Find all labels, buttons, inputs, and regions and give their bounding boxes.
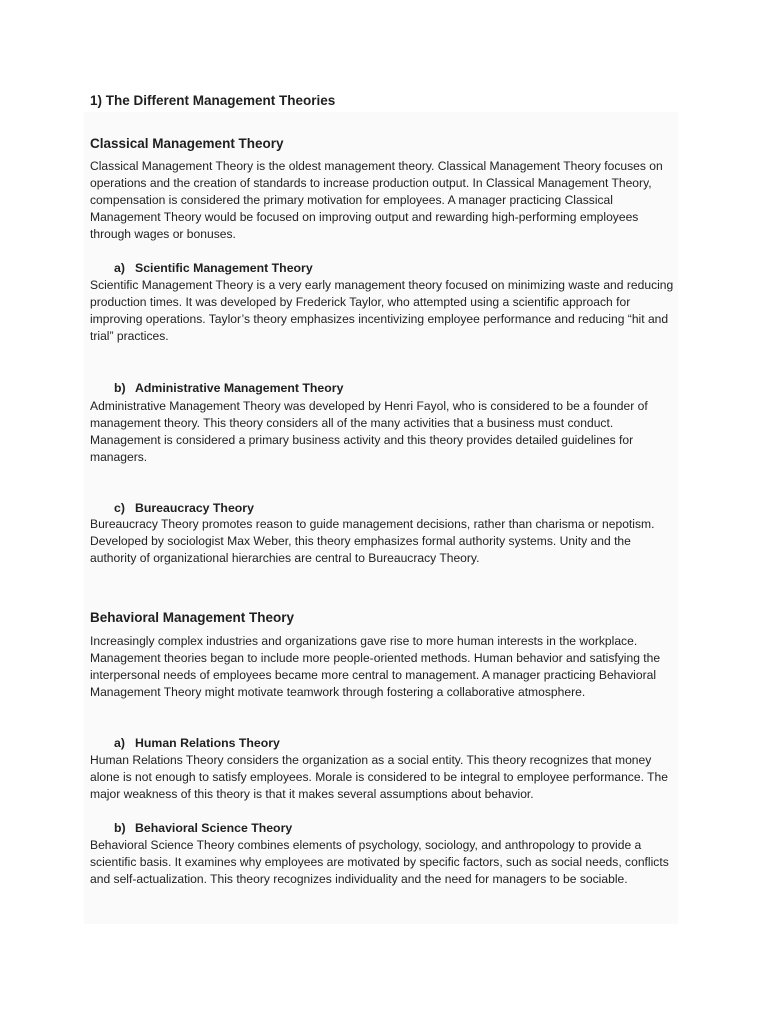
subsection-heading-scientific	[114, 260, 313, 277]
subsection-marker: a)	[114, 261, 125, 275]
subsection-text-human-relations: Human Relations Theory considers the organization as a social entity. This theory recognizes that money alone is not enough to satisfy employees. Morale is considered to be integral to employee performance. The major weakness of this theory is that it makes several assumptions about behavior.	[90, 753, 668, 801]
subsection-marker: a)	[114, 736, 125, 750]
subsection-heading-administrative	[114, 380, 343, 397]
subsection-title: Behavioral Science Theory	[135, 821, 293, 835]
subsection-heading-bureaucracy	[114, 500, 254, 517]
subsection-text-scientific: Scientific Management Theory is a very early management theory focused on minimizing waste and reducing production times. It was developed by Frederick Taylor, who attempted using a scientific approach for improving operations. Taylor’s theory emphasizes incentivizing employee performance and reducing “hit and trial” practices.	[90, 278, 674, 343]
section-heading-behavioral: Behavioral Management Theory	[90, 610, 295, 625]
subsection-text-behavioral-science: Behavioral Science Theory combines elements of psychology, sociology, and anthropology to provide a scientific basis. It examines why employees are motivated by specific factors, such as social needs, conflicts and self-actualization. This theory recognizes individuality and the need for managers to be sociable.	[90, 838, 669, 886]
subsection-heading-human-relations	[114, 735, 280, 752]
subsection-title: Bureaucracy Theory	[135, 501, 254, 515]
section-heading-classical: Classical Management Theory	[90, 136, 284, 151]
subsection-text-administrative: Administrative Management Theory was developed by Henri Fayol, who is considered to be a founder of management theory. This theory considers all of the many activities that a business must conduct. Management is considered a primary business activity and this theory provides detailed guidelines for managers.	[90, 399, 648, 464]
subsection-title: Human Relations Theory	[135, 736, 280, 750]
subsection-marker: b)	[114, 381, 126, 395]
section-intro-behavioral: Increasingly complex industries and organizations gave rise to more human interests in the workplace. Management theories began to include more people-oriented methods. Human behavior and satisfying the interpersonal needs of employees became more central to management. A manager practicing Behavioral Management Theory might motivate teamwork through fostering a collaborative atmosphere.	[90, 634, 661, 699]
subsection-heading-behavioral-science	[114, 820, 292, 837]
subsection-marker: c)	[114, 501, 125, 515]
document-title: 1) The Different Management Theories	[90, 93, 336, 108]
subsection-title: Scientific Management Theory	[135, 261, 313, 275]
section-intro-classical: Classical Management Theory is the oldest management theory. Classical Management Theory focuses on operations and the creation of standards to increase production output. In Classical Management Theory, compensation is considered the primary motivation for employees. A manager practicing Classical Management Theory would be focused on improving output and rewarding high-performing employees through wages or bonuses.	[90, 159, 663, 241]
subsection-title: Administrative Management Theory	[135, 381, 344, 395]
subsection-text-bureaucracy: Bureaucracy Theory promotes reason to guide management decisions, rather than charisma or nepotism. Developed by sociologist Max Weber, this theory emphasizes formal authority systems. Unity and the authority of organizational hierarchies are central to Bureaucracy Theory.	[90, 517, 655, 565]
subsection-marker: b)	[114, 821, 126, 835]
